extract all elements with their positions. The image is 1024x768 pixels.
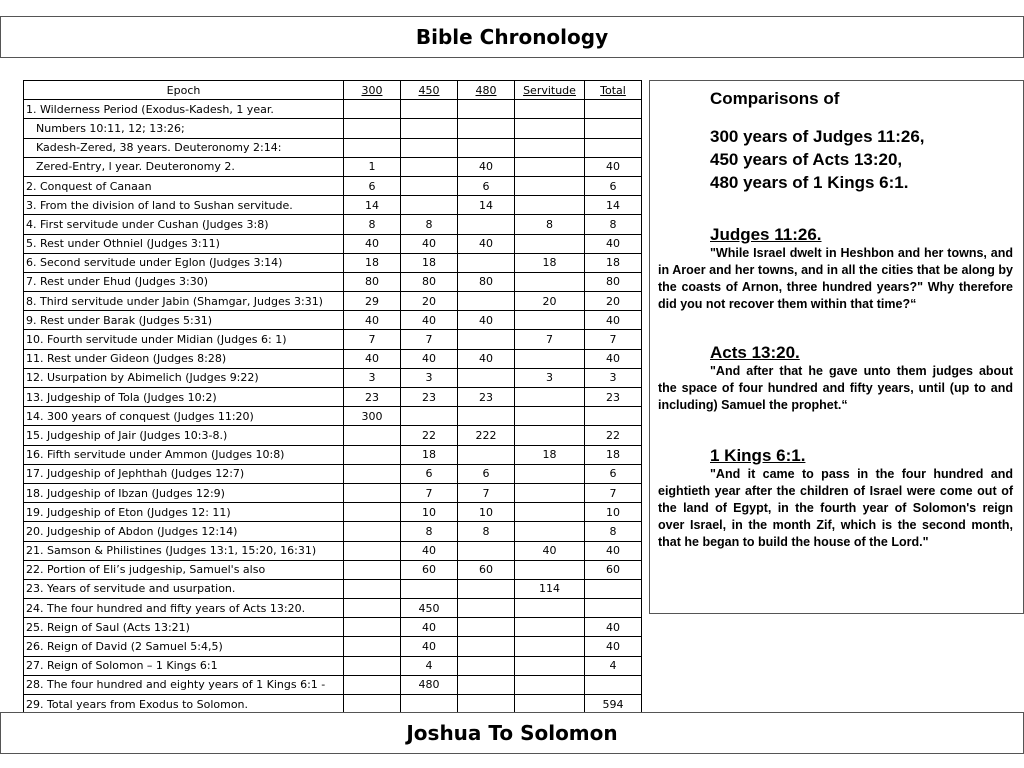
value-cell-c480 <box>458 368 515 387</box>
value-cell-c480 <box>458 253 515 272</box>
table-row <box>24 330 642 349</box>
value-cell-total: 40 <box>585 311 642 330</box>
table-row <box>24 311 642 330</box>
value-cell-total: 18 <box>585 445 642 464</box>
chronology-table <box>23 80 642 714</box>
value-cell-total <box>585 138 642 157</box>
value-cell-c480: 6 <box>458 176 515 195</box>
value-cell-servitude <box>515 157 585 176</box>
value-cell-c450: 450 <box>401 599 458 618</box>
epoch-cell: 7. Rest under Ehud (Judges 3:30) <box>24 272 344 291</box>
value-cell-c300: 40 <box>344 234 401 253</box>
value-cell-c450 <box>401 695 458 714</box>
value-cell-total <box>585 119 642 138</box>
table-row <box>24 407 642 426</box>
table-row <box>24 445 642 464</box>
value-cell-c450 <box>401 579 458 598</box>
value-cell-c300 <box>344 503 401 522</box>
value-cell-total <box>585 675 642 694</box>
value-cell-c480: 14 <box>458 196 515 215</box>
value-cell-c450: 480 <box>401 675 458 694</box>
value-cell-total: 22 <box>585 426 642 445</box>
table-row <box>24 349 642 368</box>
value-cell-total: 20 <box>585 292 642 311</box>
value-cell-c300 <box>344 599 401 618</box>
value-cell-c450: 60 <box>401 560 458 579</box>
comparison-line: 300 years of Judges 11:26, <box>710 127 925 146</box>
value-cell-total: 40 <box>585 541 642 560</box>
table-row <box>24 560 642 579</box>
value-cell-c480: 40 <box>458 311 515 330</box>
value-cell-c450: 20 <box>401 292 458 311</box>
value-cell-total: 8 <box>585 215 642 234</box>
value-cell-c450: 40 <box>401 541 458 560</box>
value-cell-servitude <box>515 119 585 138</box>
table-row <box>24 599 642 618</box>
value-cell-c450 <box>401 407 458 426</box>
epoch-cell: Kadesh-Zered, 38 years. Deuteronomy 2:14: <box>24 138 344 157</box>
value-cell-total: 14 <box>585 196 642 215</box>
value-cell-c480 <box>458 100 515 119</box>
value-cell-total <box>585 407 642 426</box>
table-row <box>24 138 642 157</box>
table-row <box>24 157 642 176</box>
value-cell-c300: 7 <box>344 330 401 349</box>
value-cell-c300: 6 <box>344 176 401 195</box>
epoch-cell: 22. Portion of Eli’s judgeship, Samuel's also <box>24 560 344 579</box>
value-cell-c480: 80 <box>458 272 515 291</box>
value-cell-c450 <box>401 176 458 195</box>
value-cell-total: 3 <box>585 368 642 387</box>
table-row <box>24 196 642 215</box>
value-cell-total: 594 <box>585 695 642 714</box>
table-row <box>24 100 642 119</box>
footer-title-bar <box>0 712 1024 754</box>
table-row <box>24 579 642 598</box>
reference-title-acts: Acts 13:20. <box>710 343 800 362</box>
epoch-cell: 27. Reign of Solomon – 1 Kings 6:1 <box>24 656 344 675</box>
value-cell-servitude <box>515 234 585 253</box>
value-cell-servitude <box>515 656 585 675</box>
epoch-cell: 10. Fourth servitude under Midian (Judges 6: 1) <box>24 330 344 349</box>
value-cell-c450: 23 <box>401 388 458 407</box>
value-cell-servitude <box>515 464 585 483</box>
table-row <box>24 464 642 483</box>
value-cell-c480: 60 <box>458 560 515 579</box>
value-cell-servitude: 20 <box>515 292 585 311</box>
table-body <box>24 100 642 714</box>
value-cell-c300: 1 <box>344 157 401 176</box>
value-cell-c480 <box>458 445 515 464</box>
value-cell-total: 60 <box>585 560 642 579</box>
table-row <box>24 215 642 234</box>
epoch-cell: Numbers 10:11, 12; 13:26; <box>24 119 344 138</box>
table-row <box>24 656 642 675</box>
epoch-cell: Zered-Entry, l year. Deuteronomy 2. <box>24 157 344 176</box>
value-cell-total: 7 <box>585 330 642 349</box>
epoch-cell: 17. Judgeship of Jephthah (Judges 12:7) <box>24 464 344 483</box>
value-cell-c480: 222 <box>458 426 515 445</box>
value-cell-c480: 7 <box>458 483 515 502</box>
value-cell-total <box>585 579 642 598</box>
epoch-cell: 23. Years of servitude and usurpation. <box>24 579 344 598</box>
page-title-bar <box>0 16 1024 58</box>
value-cell-c450: 8 <box>401 215 458 234</box>
value-cell-c480 <box>458 579 515 598</box>
value-cell-c300 <box>344 119 401 138</box>
value-cell-c450: 4 <box>401 656 458 675</box>
epoch-cell: 21. Samson & Philistines (Judges 13:1, 15:20, 16:31) <box>24 541 344 560</box>
epoch-cell: 6. Second servitude under Eglon (Judges 3:14) <box>24 253 344 272</box>
value-cell-c300 <box>344 464 401 483</box>
epoch-cell: 19. Judgeship of Eton (Judges 12: 11) <box>24 503 344 522</box>
value-cell-servitude <box>515 426 585 445</box>
table-row <box>24 483 642 502</box>
value-cell-c450: 8 <box>401 522 458 541</box>
value-cell-c480 <box>458 675 515 694</box>
value-cell-c480: 10 <box>458 503 515 522</box>
column-header-total: Total <box>585 81 642 100</box>
table-row <box>24 272 642 291</box>
epoch-cell: 12. Usurpation by Abimelich (Judges 9:22) <box>24 368 344 387</box>
epoch-cell: 14. 300 years of conquest (Judges 11:20) <box>24 407 344 426</box>
page-title: Bible Chronology <box>415 25 609 49</box>
value-cell-servitude: 40 <box>515 541 585 560</box>
value-cell-total: 23 <box>585 388 642 407</box>
table-row <box>24 368 642 387</box>
epoch-cell: 2. Conquest of Canaan <box>24 176 344 195</box>
comparison-line: 450 years of Acts 13:20, <box>710 150 903 169</box>
value-cell-c300: 3 <box>344 368 401 387</box>
value-cell-servitude: 8 <box>515 215 585 234</box>
value-cell-c300 <box>344 483 401 502</box>
epoch-cell: 15. Judgeship of Jair (Judges 10:3-8.) <box>24 426 344 445</box>
value-cell-c450: 7 <box>401 330 458 349</box>
value-cell-c300 <box>344 579 401 598</box>
comparison-line: 480 years of 1 Kings 6:1. <box>710 173 909 192</box>
comparisons-panel <box>649 80 1024 614</box>
epoch-cell: 1. Wilderness Period (Exodus-Kadesh, 1 year. <box>24 100 344 119</box>
value-cell-c480: 8 <box>458 522 515 541</box>
value-cell-servitude: 18 <box>515 253 585 272</box>
table-row <box>24 426 642 445</box>
value-cell-c300 <box>344 637 401 656</box>
table-row <box>24 253 642 272</box>
value-cell-c450 <box>401 138 458 157</box>
epoch-cell: 28. The four hundred and eighty years of 1 Kings 6:1 - <box>24 675 344 694</box>
value-cell-c300: 18 <box>344 253 401 272</box>
column-header-servitude: Servitude <box>515 81 585 100</box>
value-cell-c300 <box>344 100 401 119</box>
value-cell-c480: 40 <box>458 234 515 253</box>
value-cell-c480 <box>458 618 515 637</box>
value-cell-c480: 23 <box>458 388 515 407</box>
table-row <box>24 522 642 541</box>
value-cell-c300: 80 <box>344 272 401 291</box>
table-row <box>24 176 642 195</box>
value-cell-total: 7 <box>585 483 642 502</box>
value-cell-servitude: 7 <box>515 330 585 349</box>
epoch-cell: 18. Judgeship of Ibzan (Judges 12:9) <box>24 483 344 502</box>
epoch-cell: 11. Rest under Gideon (Judges 8:28) <box>24 349 344 368</box>
value-cell-total: 40 <box>585 637 642 656</box>
reference-quote-kings: "And it came to pass in the four hundred and eightieth year after the children of Israel were come out of the land of Egypt, in the fourth year of Solomon's reign over Israel, in the month Zif, which is the second month, that he began to build the house of the Lord." <box>658 467 1013 549</box>
reference-quote-acts: "And after that he gave unto them judges about the space of four hundred and fifty years, until (up to and including) Samuel the prophet.“ <box>658 364 1013 412</box>
value-cell-c480 <box>458 637 515 656</box>
value-cell-servitude <box>515 176 585 195</box>
epoch-cell: 5. Rest under Othniel (Judges 3:11) <box>24 234 344 253</box>
value-cell-c300 <box>344 138 401 157</box>
comparisons-heading: Comparisons of <box>710 89 840 108</box>
value-cell-c300: 40 <box>344 311 401 330</box>
value-cell-c480: 40 <box>458 349 515 368</box>
footer-title: Joshua To Solomon <box>406 721 618 745</box>
value-cell-servitude <box>515 503 585 522</box>
value-cell-c300 <box>344 522 401 541</box>
value-cell-c450 <box>401 196 458 215</box>
value-cell-total <box>585 599 642 618</box>
epoch-cell: 16. Fifth servitude under Ammon (Judges 10:8) <box>24 445 344 464</box>
value-cell-servitude: 3 <box>515 368 585 387</box>
value-cell-c450: 6 <box>401 464 458 483</box>
table-header-row <box>24 81 642 100</box>
epoch-cell: 3. From the division of land to Sushan servitude. <box>24 196 344 215</box>
epoch-cell: 20. Judgeship of Abdon (Judges 12:14) <box>24 522 344 541</box>
value-cell-c450: 3 <box>401 368 458 387</box>
value-cell-c300 <box>344 695 401 714</box>
value-cell-c480 <box>458 330 515 349</box>
value-cell-c480 <box>458 599 515 618</box>
table-row <box>24 675 642 694</box>
table-row <box>24 234 642 253</box>
value-cell-servitude <box>515 311 585 330</box>
value-cell-c300: 14 <box>344 196 401 215</box>
table-row <box>24 119 642 138</box>
value-cell-c450: 80 <box>401 272 458 291</box>
value-cell-c300 <box>344 541 401 560</box>
value-cell-c480 <box>458 119 515 138</box>
value-cell-total <box>585 100 642 119</box>
value-cell-c300: 40 <box>344 349 401 368</box>
value-cell-c480 <box>458 656 515 675</box>
value-cell-total: 6 <box>585 176 642 195</box>
value-cell-total: 8 <box>585 522 642 541</box>
value-cell-c480: 40 <box>458 157 515 176</box>
value-cell-c300 <box>344 656 401 675</box>
value-cell-c300 <box>344 445 401 464</box>
value-cell-servitude <box>515 349 585 368</box>
value-cell-servitude <box>515 272 585 291</box>
epoch-cell: 29. Total years from Exodus to Solomon. <box>24 695 344 714</box>
value-cell-c300: 29 <box>344 292 401 311</box>
value-cell-c450: 7 <box>401 483 458 502</box>
value-cell-total: 6 <box>585 464 642 483</box>
value-cell-c300: 23 <box>344 388 401 407</box>
value-cell-total: 40 <box>585 157 642 176</box>
epoch-cell: 8. Third servitude under Jabin (Shamgar, Judges 3:31) <box>24 292 344 311</box>
value-cell-servitude <box>515 637 585 656</box>
value-cell-total: 18 <box>585 253 642 272</box>
value-cell-c480 <box>458 695 515 714</box>
value-cell-c480 <box>458 407 515 426</box>
table-row <box>24 618 642 637</box>
value-cell-servitude <box>515 100 585 119</box>
value-cell-servitude <box>515 599 585 618</box>
value-cell-c450: 40 <box>401 637 458 656</box>
value-cell-servitude <box>515 675 585 694</box>
value-cell-c450: 40 <box>401 311 458 330</box>
value-cell-c300 <box>344 618 401 637</box>
value-cell-total: 40 <box>585 618 642 637</box>
value-cell-total: 10 <box>585 503 642 522</box>
value-cell-total: 40 <box>585 234 642 253</box>
value-cell-servitude <box>515 560 585 579</box>
value-cell-c300: 300 <box>344 407 401 426</box>
epoch-cell: 9. Rest under Barak (Judges 5:31) <box>24 311 344 330</box>
value-cell-servitude <box>515 695 585 714</box>
epoch-cell: 24. The four hundred and fifty years of Acts 13:20. <box>24 599 344 618</box>
value-cell-servitude: 114 <box>515 579 585 598</box>
column-header-300: 300 <box>344 81 401 100</box>
value-cell-c450: 40 <box>401 349 458 368</box>
value-cell-c450: 40 <box>401 234 458 253</box>
value-cell-servitude <box>515 196 585 215</box>
epoch-cell: 26. Reign of David (2 Samuel 5:4,5) <box>24 637 344 656</box>
value-cell-c480 <box>458 541 515 560</box>
value-cell-total: 4 <box>585 656 642 675</box>
value-cell-c450: 22 <box>401 426 458 445</box>
table-row <box>24 637 642 656</box>
reference-quote-judges: "While Israel dwelt in Heshbon and her towns, and in Aroer and her towns, and in all the cities that be along by the coasts of Arnon, three hundred years?" Why therefore did you not recover them within that time?“ <box>658 246 1013 311</box>
value-cell-c300 <box>344 426 401 445</box>
value-cell-c450: 10 <box>401 503 458 522</box>
epoch-cell: 4. First servitude under Cushan (Judges 3:8) <box>24 215 344 234</box>
value-cell-c480 <box>458 215 515 234</box>
epoch-cell: 25. Reign of Saul (Acts 13:21) <box>24 618 344 637</box>
value-cell-servitude <box>515 483 585 502</box>
reference-title-judges: Judges 11:26. <box>710 225 822 244</box>
value-cell-c450 <box>401 119 458 138</box>
value-cell-c450: 18 <box>401 253 458 272</box>
column-header-450: 450 <box>401 81 458 100</box>
value-cell-c300 <box>344 675 401 694</box>
table-row <box>24 388 642 407</box>
value-cell-c450: 18 <box>401 445 458 464</box>
table-row <box>24 292 642 311</box>
value-cell-c300 <box>344 560 401 579</box>
value-cell-servitude <box>515 618 585 637</box>
value-cell-servitude <box>515 407 585 426</box>
value-cell-servitude <box>515 388 585 407</box>
value-cell-total: 40 <box>585 349 642 368</box>
column-header-epoch: Epoch <box>24 81 344 100</box>
epoch-cell: 13. Judgeship of Tola (Judges 10:2) <box>24 388 344 407</box>
column-header-480: 480 <box>458 81 515 100</box>
value-cell-c450 <box>401 157 458 176</box>
value-cell-servitude <box>515 522 585 541</box>
table-row <box>24 541 642 560</box>
value-cell-total: 80 <box>585 272 642 291</box>
table-row <box>24 695 642 714</box>
value-cell-servitude: 18 <box>515 445 585 464</box>
value-cell-c480 <box>458 292 515 311</box>
value-cell-c450 <box>401 100 458 119</box>
value-cell-c300: 8 <box>344 215 401 234</box>
value-cell-c480 <box>458 138 515 157</box>
table-row <box>24 503 642 522</box>
reference-title-kings: 1 Kings 6:1. <box>710 446 806 465</box>
value-cell-servitude <box>515 138 585 157</box>
value-cell-c450: 40 <box>401 618 458 637</box>
value-cell-c480: 6 <box>458 464 515 483</box>
